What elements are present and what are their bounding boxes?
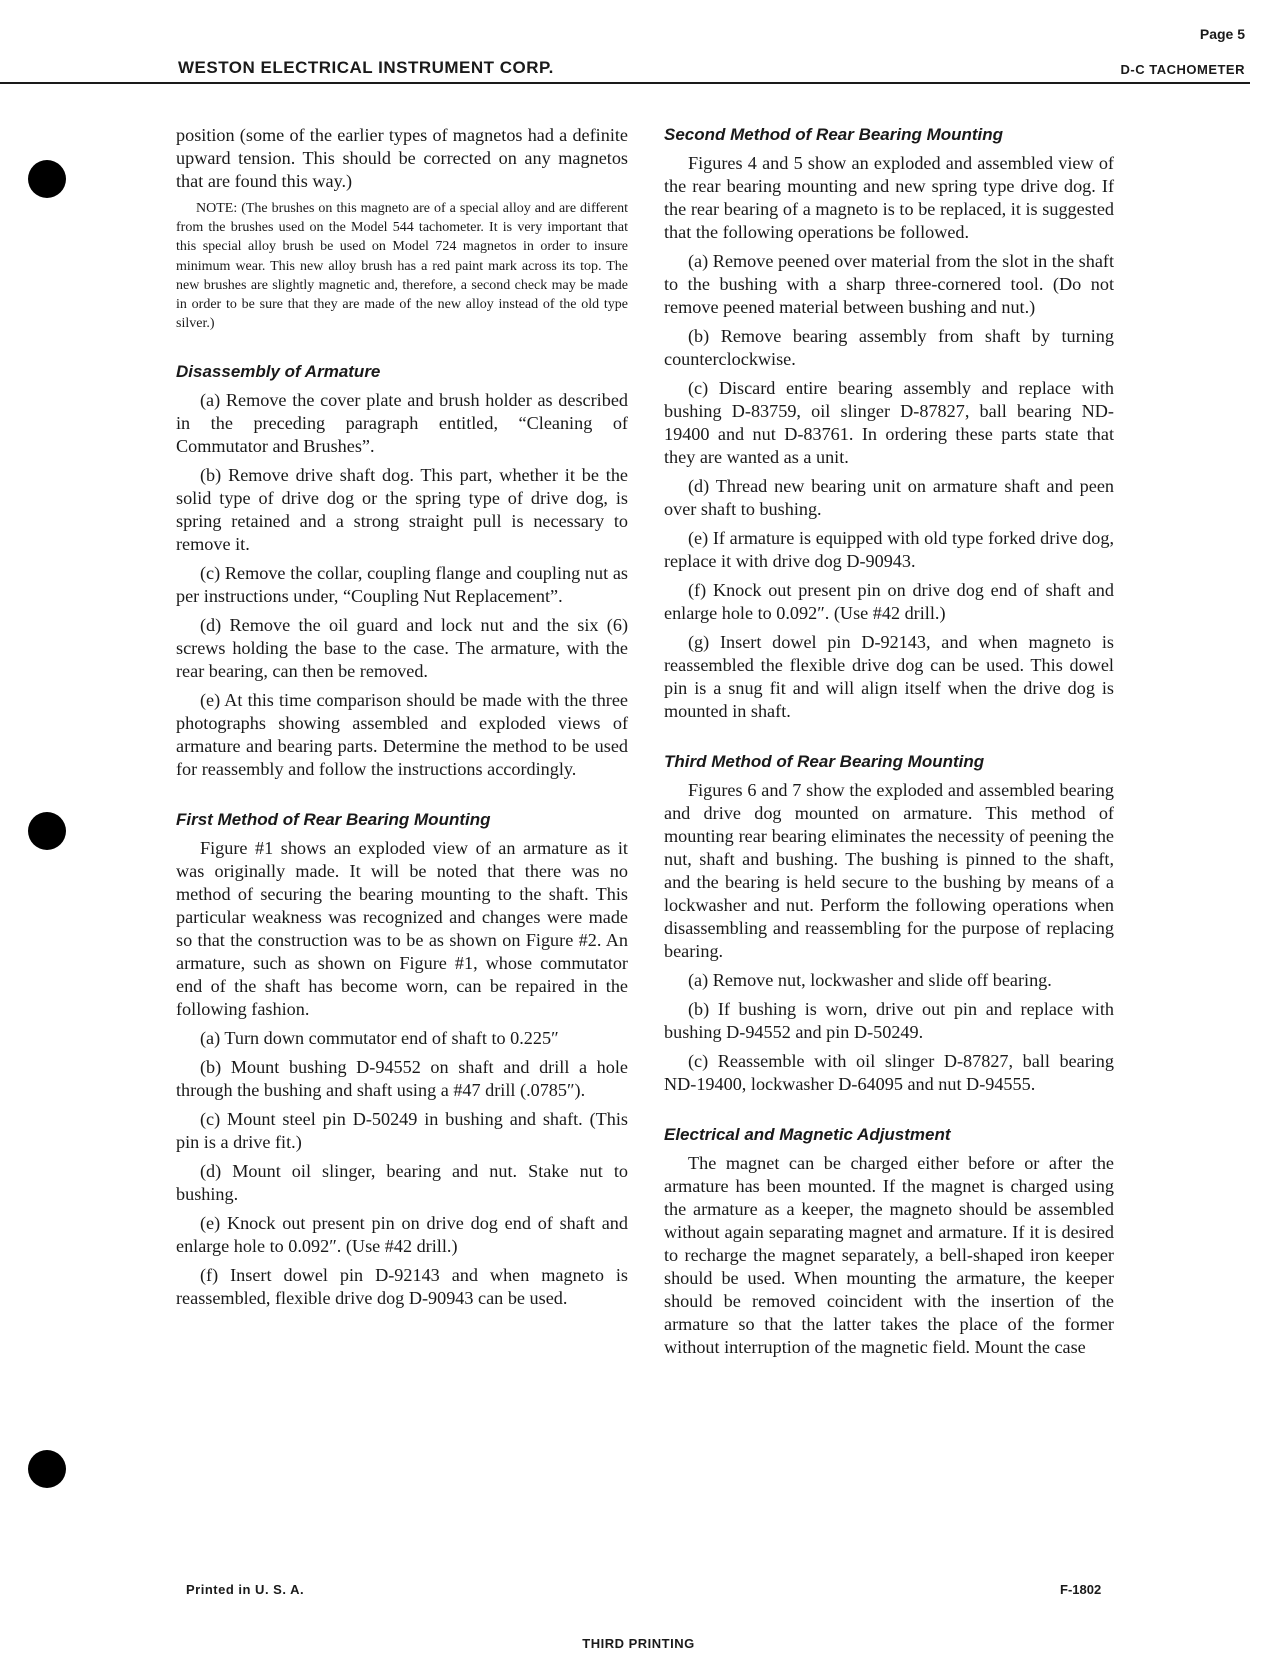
first-method-step: (e) Knock out present pin on drive dog end of shaft and enlarge hole to 0.092″. (Use #42 drill.)	[176, 1213, 628, 1257]
page-number: Page 5	[1199, 26, 1245, 42]
binder-hole-top	[28, 160, 66, 198]
third-method-step: (b) If bushing is worn, drive out pin and replace with bushing D-94552 and pin D-50249.	[664, 999, 1114, 1042]
company-name: WESTON ELECTRICAL INSTRUMENT CORP.	[178, 58, 554, 77]
second-method-intro: Figures 4 and 5 show an exploded and assembled view of the rear bearing mounting and new spring type drive dog. If the rear bearing of a magneto is to be replaced, it is suggested that the following operations be followed.	[664, 153, 1114, 242]
third-method-intro: Figures 6 and 7 show the exploded and assembled bearing and drive dog mounted on armature. This method of mounting rear bearing eliminates the necessity of peening the nut, shaft and bushing. The bushing is pinned to the shaft, and the bearing is held secure to the bushing by means of a lockwasher and nut. Perform the following operations when disassembling and reassembling for the purpose of replacing bearing.	[664, 780, 1114, 961]
footer-printed: Printed in U. S. A.	[186, 1582, 305, 1597]
second-method-heading: Second Method of Rear Bearing Mounting	[664, 125, 1004, 144]
second-method-step: (e) If armature is equipped with old type forked drive dog, replace it with drive dog D-90943.	[664, 528, 1114, 571]
first-method-step: (d) Mount oil slinger, bearing and nut. Stake nut to bushing.	[176, 1161, 628, 1205]
electrical-text: The magnet can be charged either before or after the armature has been mounted. If the magnet is charged using the armature as a keeper, the magneto should be assembled without again separating magnet and armature. If it is desired to recharge the magnet separately, a bell-shaped iron keeper should be used. When mounting the armature, the keeper should be removed coincident with the insertion of the armature so that the latter takes the place of the former without interruption of the magnetic field. Mount the case	[664, 1153, 1114, 1357]
disassembly-heading: Disassembly of Armature	[176, 362, 381, 382]
disassembly-step: (b) Remove drive shaft dog. This part, whether it be the solid type of drive dog or the spring type of drive dog, is spring retained and a strong straight pull is necessary to remove it.	[176, 465, 628, 555]
binder-hole-middle	[28, 812, 66, 850]
header-rule	[0, 82, 1250, 84]
second-method-step: (g) Insert dowel pin D-92143, and when magneto is reassembled the flexible drive dog can be used. This dowel pin is a snug fit and will align itself when the drive dog is mounted in shaft.	[664, 632, 1114, 721]
footer-printing: THIRD PRINTING	[582, 1636, 695, 1651]
right-column	[664, 124, 1114, 1365]
first-method-step: (f) Insert dowel pin D-92143 and when magneto is reassembled, flexible drive dog D-90943 can be used.	[176, 1265, 628, 1309]
second-method-step: (d) Thread new bearing unit on armature shaft and peen over shaft to bushing.	[664, 476, 1114, 519]
left-column	[176, 124, 628, 1316]
disassembly-step: (d) Remove the oil guard and lock nut and the six (6) screws holding the base to the case. The armature, with the rear bearing, can then be removed.	[176, 615, 628, 682]
disassembly-step: (c) Remove the collar, coupling flange and coupling nut as per instructions under, “Coupling Nut Replacement”.	[176, 563, 628, 607]
first-method-heading: First Method of Rear Bearing Mounting	[176, 810, 491, 830]
second-method-step: (b) Remove bearing assembly from shaft by turning counterclockwise.	[664, 326, 1114, 369]
intro-paragraph: position (some of the earlier types of magnetos had a definite upward tension. This should be corrected on any magnetos that are found this way.)	[176, 125, 628, 191]
second-method-step: (a) Remove peened over material from the slot in the shaft to the bushing with a sharp three-cornered tool. (Do not remove peened material between bushing and nut.)	[664, 251, 1114, 317]
first-method-step: (b) Mount bushing D-94552 on shaft and drill a hole through the bushing and shaft using a #47 drill (.0785″).	[176, 1057, 628, 1101]
third-method-step: (c) Reassemble with oil slinger D-87827, ball bearing ND-19400, lockwasher D-64095 and nut D-94555.	[664, 1051, 1114, 1094]
third-method-heading: Third Method of Rear Bearing Mounting	[664, 752, 985, 771]
first-method-step: (a) Turn down commutator end of shaft to 0.225″	[200, 1028, 559, 1049]
first-method-step: (c) Mount steel pin D-50249 in bushing and shaft. (This pin is a drive fit.)	[176, 1109, 628, 1153]
disassembly-step: (a) Remove the cover plate and brush holder as described in the preceding paragraph entitled, “Cleaning of Commutator and Brushes”.	[176, 390, 628, 457]
third-method-step: (a) Remove nut, lockwasher and slide off bearing.	[688, 970, 1052, 990]
second-method-step: (f) Knock out present pin on drive dog end of shaft and enlarge hole to 0.092″. (Use #42 drill.)	[664, 580, 1114, 623]
first-method-intro: Figure #1 shows an exploded view of an armature as it was originally made. It will be noted that there was no method of securing the bearing mounting to the shaft. This particular weakness was recognized and changes were made so that the construction was to be as shown on Figure #2. An armature, such as shown on Figure #1, whose commutator end of the shaft has become worn, can be repaired in the following fashion.	[176, 838, 628, 1020]
footer-form-number: F-1802	[1060, 1582, 1102, 1597]
electrical-heading: Electrical and Magnetic Adjustment	[664, 1125, 951, 1144]
product-name: D-C TACHOMETER	[1120, 62, 1245, 77]
brush-note: NOTE: (The brushes on this magneto are of a special alloy and are different from the brushes used on the Model 544 tachometer. It is very important that this special alloy brush be used on Model 724 magnetos in order to insure minimum wear. This new alloy brush has a red paint mark across its top. The new brushes are slightly magnetic and, therefore, a second check may be made in order to be sure that they are made of the new alloy instead of the old type silver.)	[176, 201, 628, 332]
binder-hole-bottom	[28, 1450, 66, 1488]
second-method-step: (c) Discard entire bearing assembly and replace with bushing D-83759, oil slinger D-87827, ball bearing ND-19400 and nut D-83761. In ordering these parts state that they are wanted as a unit.	[664, 378, 1114, 467]
disassembly-step: (e) At this time comparison should be made with the three photographs showing assembled and exploded views of armature and bearing parts. Determine the method to be used for reassembly and follow the instructions accordingly.	[176, 690, 628, 780]
